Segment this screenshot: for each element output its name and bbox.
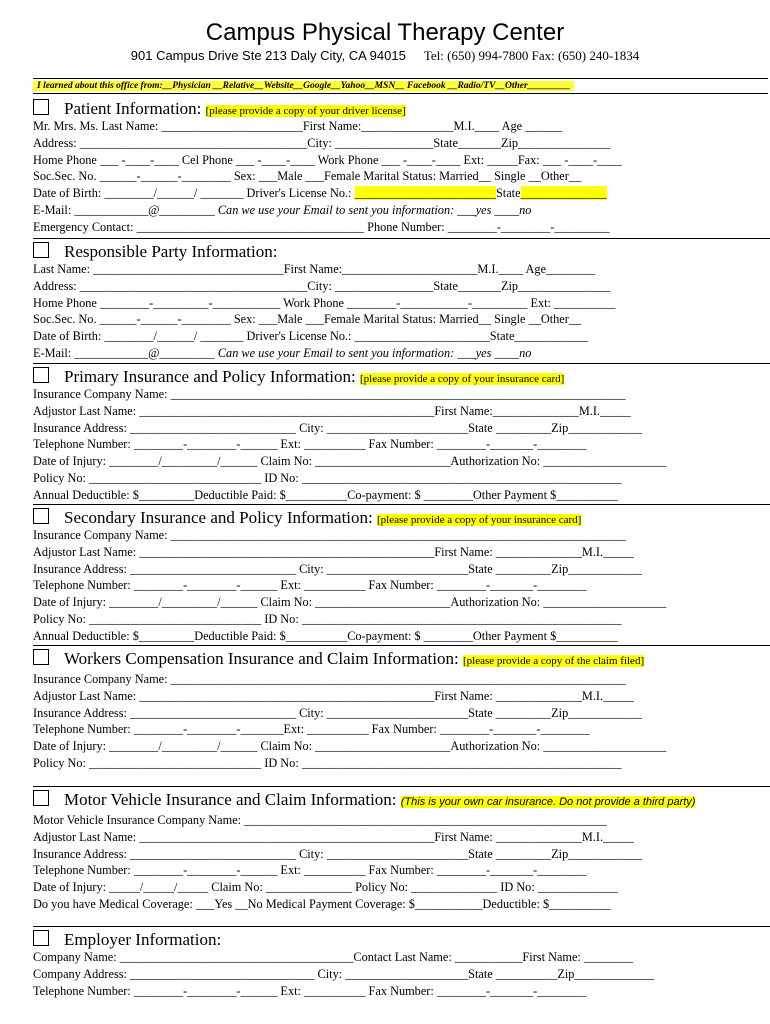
employer-heading — [33, 930, 770, 949]
secondary-title: Secondary Insurance and Policy Information: — [64, 508, 373, 527]
primary-company-text: Insurance Company Name: __________________________________________________________________________ — [33, 387, 626, 401]
primary-phone-line[interactable] — [33, 436, 770, 453]
patient-ssn-text: Soc.Sec. No. ______-______-________ Sex: ___Male ___Female Marital Status: Married__ Single __Other__ — [33, 169, 582, 184]
employer-checkbox[interactable] — [33, 930, 49, 946]
responsible-dob-line[interactable] — [33, 328, 770, 345]
divider — [33, 504, 770, 505]
responsible-address-line[interactable] — [33, 278, 770, 295]
responsible-heading — [33, 242, 770, 261]
workers-note: [please provide a copy of the claim filed] — [462, 655, 645, 667]
secondary-company-line[interactable] — [33, 527, 770, 544]
patient-email-consent: Can we use your Email to sent you information: ___yes ____no — [217, 202, 532, 217]
responsible-name-text: Last Name: _______________________________First Name:______________________M.I.____ Age________ — [33, 262, 596, 276]
motor-vehicle-section — [33, 790, 770, 913]
secondary-phone-line[interactable] — [33, 577, 770, 594]
responsible-email-line[interactable] — [33, 345, 770, 362]
responsible-checkbox[interactable] — [33, 242, 49, 258]
primary-insurance-section — [33, 367, 770, 504]
primary-note: [please provide a copy of your insurance card] — [360, 373, 565, 385]
primary-policy-text: Policy No: ____________________________ ID No: ____________________________________________________ — [33, 470, 622, 485]
motor-injury-text: Date of Injury: _____/_____/_____ Claim No: ______________ Policy No: ______________ ID No: _____________ — [33, 880, 618, 895]
workers-policy-line[interactable] — [33, 755, 770, 772]
divider — [33, 786, 770, 787]
workers-injury-text: Date of Injury: ________/_________/______ Claim No: ______________________Authorization No: ____________________ — [33, 739, 667, 754]
motor-company-text: Motor Vehicle Insurance Company Name: ___________________________________________________________ — [33, 813, 607, 827]
workers-injury-line[interactable] — [33, 738, 770, 755]
secondary-injury-text: Date of Injury: ________/_________/______ Claim No: ______________________Authorization No: ____________________ — [33, 595, 667, 610]
workers-company-line[interactable] — [33, 671, 770, 688]
workers-address-text: Insurance Address: ___________________________ City: _______________________State _________Zip____________ — [33, 705, 643, 720]
patient-state-label: State — [495, 186, 521, 201]
secondary-injury-line[interactable] — [33, 594, 770, 611]
workers-adjustor-line[interactable] — [33, 688, 770, 705]
employer-title: Employer Information: — [64, 930, 222, 949]
patient-ssn-line[interactable] — [33, 168, 770, 185]
secondary-checkbox[interactable] — [33, 508, 49, 524]
responsible-email-consent: Can we use your Email to sent you information: ___yes ____no — [217, 345, 532, 360]
responsible-email-text: E-Mail: ____________@_________ — [33, 345, 218, 360]
patient-section — [33, 99, 770, 236]
secondary-phone-text: Telephone Number: ________-________-______ Ext: __________ Fax Number: ________-_______-________ — [33, 578, 587, 593]
employer-company-text: Company Name: ______________________________________Contact Last Name: ___________First Name: ________ — [33, 950, 634, 964]
patient-address-line[interactable] — [33, 135, 770, 152]
primary-phone-text: Telephone Number: ________-________-______ Ext: __________ Fax Number: ________-_______-________ — [33, 437, 587, 452]
primary-checkbox[interactable] — [33, 367, 49, 383]
secondary-address-line[interactable] — [33, 561, 770, 578]
secondary-adjustor-text: Adjustor Last Name: ________________________________________________First Name: ______________M.I._____ — [33, 544, 634, 559]
workers-adjustor-text: Adjustor Last Name: ________________________________________________First Name: ______________M.I._____ — [33, 688, 634, 703]
responsible-name-line[interactable] — [33, 261, 770, 278]
patient-email-line[interactable] — [33, 202, 770, 219]
motor-adjustor-text: Adjustor Last Name: ________________________________________________First Name: ______________M.I._____ — [33, 829, 634, 844]
responsible-ssn-line[interactable] — [33, 311, 770, 328]
secondary-address-text: Insurance Address: ___________________________ City: _______________________State _________Zip____________ — [33, 561, 643, 576]
primary-deductible-text: Annual Deductible: $_________Deductible Paid: $__________Co-payment: $ ________Other Payment $__________ — [33, 487, 618, 502]
responsible-dob-text: Date of Birth: ________/______/ _______ Driver's License No.: ______________________State____________ — [33, 329, 589, 344]
motor-checkbox[interactable] — [33, 790, 49, 806]
responsible-address-text: Address: _____________________________________City: ________________State_______Zip_______________ — [33, 278, 611, 293]
patient-heading — [33, 99, 770, 118]
motor-address-line[interactable] — [33, 846, 770, 863]
employer-phone-line[interactable] — [33, 983, 770, 1000]
secondary-policy-text: Policy No: ____________________________ ID No: ____________________________________________________ — [33, 611, 622, 626]
workers-phone-line[interactable] — [33, 721, 770, 738]
motor-address-text: Insurance Address: ___________________________ City: _______________________State _________Zip____________ — [33, 846, 643, 861]
primary-address-line[interactable] — [33, 420, 770, 437]
patient-address-text: Address: _____________________________________City: ________________State_______Zip_______________ — [33, 135, 611, 150]
workers-heading — [33, 649, 770, 671]
primary-injury-line[interactable] — [33, 453, 770, 470]
patient-phone-line[interactable] — [33, 152, 770, 169]
workers-company-text: Insurance Company Name: __________________________________________________________________________ — [33, 672, 626, 686]
responsible-title: Responsible Party Information: — [64, 242, 278, 261]
responsible-phone-line[interactable] — [33, 295, 770, 312]
employer-phone-text: Telephone Number: ________-________-______ Ext: __________ Fax Number: ________-_______-________ — [33, 983, 587, 998]
employer-section — [33, 930, 770, 999]
primary-adjustor-text: Adjustor Last Name: ________________________________________________First Name:______________M.I._____ — [33, 403, 631, 418]
motor-company-line[interactable] — [33, 812, 770, 829]
divider — [33, 926, 770, 927]
workers-title: Workers Compensation Insurance and Claim Information: — [64, 649, 459, 668]
motor-note: (This is your own car insurance. Do not provide a third party) — [400, 796, 696, 808]
divider — [33, 238, 770, 239]
primary-injury-text: Date of Injury: ________/_________/______ Claim No: ______________________Authorization No: ____________________ — [33, 454, 667, 469]
secondary-deductible-text: Annual Deductible: $_________Deductible Paid: $__________Co-payment: $ ________Other Payment $__________ — [33, 628, 618, 643]
patient-name-line[interactable] — [33, 118, 770, 135]
page-title: Campus Physical Therapy Center — [205, 19, 565, 46]
primary-policy-line[interactable] — [33, 470, 770, 487]
patient-dob-text: Date of Birth: ________/______/ _______ Driver's License No.: — [33, 186, 355, 201]
primary-adjustor-line[interactable] — [33, 403, 770, 420]
patient-note: [please provide a copy of your driver license] — [205, 105, 406, 117]
workers-address-line[interactable] — [33, 705, 770, 722]
responsible-section — [33, 242, 770, 362]
patient-title: Patient Information: — [64, 99, 202, 118]
responsible-ssn-text: Soc.Sec. No. ______-______-________ Sex: ___Male ___Female Marital Status: Married__ Single __Other__ — [33, 312, 582, 327]
office-address: 901 Campus Drive Ste 213 Daly City, CA 94015 — [130, 48, 406, 63]
motor-adjustor-line[interactable] — [33, 829, 770, 846]
motor-phone-line[interactable] — [33, 862, 770, 879]
secondary-policy-line[interactable] — [33, 611, 770, 628]
secondary-heading — [33, 508, 770, 527]
referral-source-line[interactable] — [33, 78, 768, 94]
patient-dob-line[interactable] — [33, 185, 770, 202]
motor-title: Motor Vehicle Insurance and Claim Information: — [64, 790, 397, 809]
motor-heading — [33, 790, 770, 812]
motor-injury-line[interactable] — [33, 879, 770, 896]
employer-company-line[interactable] — [33, 949, 770, 966]
patient-license-field: _______________________ — [354, 186, 496, 201]
primary-heading — [33, 367, 770, 386]
employer-address-text: Company Address: ______________________________ City: ____________________State __________Zip_____________ — [33, 966, 655, 981]
secondary-note: [please provide a copy of your insurance card] — [377, 514, 582, 526]
patient-phone-text: Home Phone ___ -____-____ Cel Phone ___ -____-____ Work Phone ___ -____-____ Ext: _____Fax: ___ -____-____ — [33, 152, 622, 167]
workers-checkbox[interactable] — [33, 649, 49, 665]
primary-address-text: Insurance Address: ___________________________ City: _______________________State _________Zip____________ — [33, 420, 643, 435]
patient-emergency-line[interactable] — [33, 219, 770, 236]
primary-title: Primary Insurance and Policy Information: — [64, 367, 356, 386]
secondary-company-text: Insurance Company Name: __________________________________________________________________________ — [33, 528, 626, 542]
workers-comp-section — [33, 649, 770, 772]
secondary-adjustor-line[interactable] — [33, 544, 770, 561]
office-phone-fax: Tel: (650) 994-7800 Fax: (650) 240-1834 — [423, 48, 640, 63]
patient-checkbox[interactable] — [33, 99, 49, 115]
divider — [33, 645, 770, 646]
patient-email-text: E-Mail: ____________@_________ — [33, 202, 218, 217]
primary-company-line[interactable] — [33, 386, 770, 403]
secondary-deductible-line[interactable] — [33, 628, 770, 645]
divider — [33, 363, 770, 364]
motor-coverage-line[interactable] — [33, 896, 770, 913]
workers-policy-text: Policy No: ____________________________ ID No: ____________________________________________________ — [33, 755, 622, 770]
patient-state-field: ______________ — [520, 186, 607, 201]
responsible-phone-text: Home Phone ________-_________-___________ Work Phone ________-___________-_________ Ext: __________ — [33, 295, 616, 310]
patient-emergency-text: Emergency Contact: _____________________________________ Phone Number: ________-________-_________ — [33, 219, 610, 234]
primary-deductible-line[interactable] — [33, 487, 770, 504]
employer-address-line[interactable] — [33, 966, 770, 983]
motor-phone-text: Telephone Number: ________-________-______ Ext: __________ Fax Number: ________-_______-________ — [33, 863, 587, 878]
referral-source-text: I learned about this office from:__Physician __Relative__Website__Google__Yahoo__MSN__ Facebook __Radio/TV__Other_________ — [33, 81, 574, 91]
motor-coverage-text: Do you have Medical Coverage: ___Yes __No Medical Payment Coverage: $___________Deductible: $__________ — [33, 896, 611, 911]
patient-name-text: Mr. Mrs. Ms. Last Name: _______________________First Name:_______________M.I.____ Age ______ — [33, 119, 563, 133]
secondary-insurance-section — [33, 508, 770, 645]
office-address-line — [0, 48, 770, 64]
workers-phone-text: Telephone Number: ________-________-_______Ext: __________ Fax Number: ________-_______-________ — [33, 722, 590, 737]
